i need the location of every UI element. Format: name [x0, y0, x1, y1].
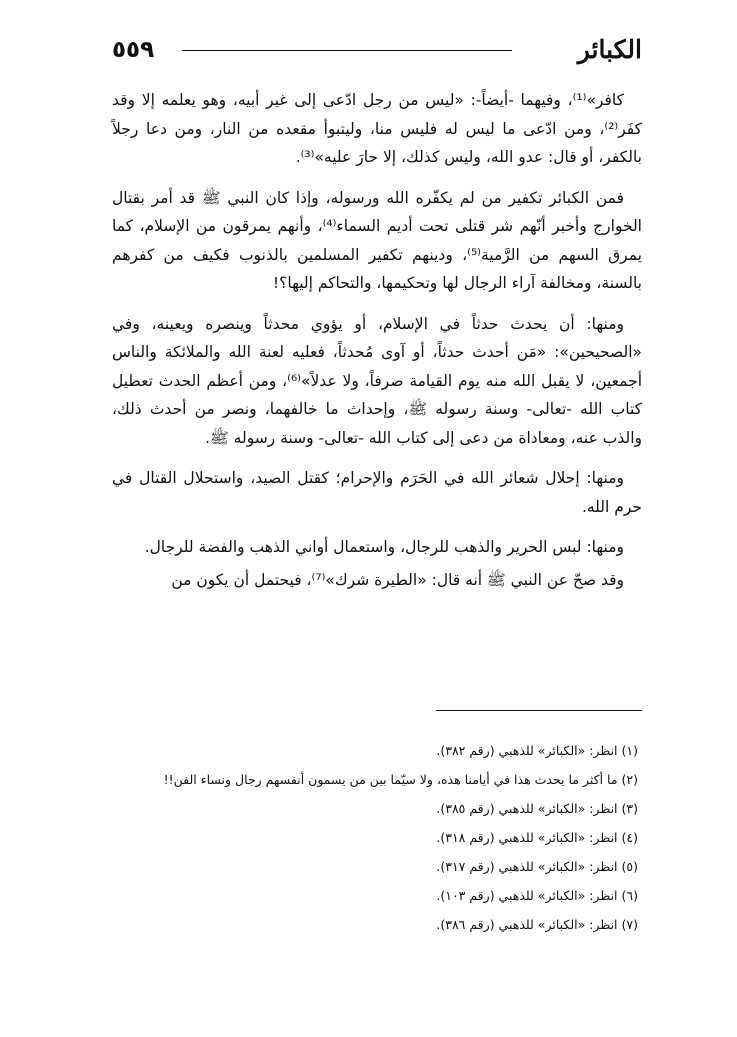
footnote-5: (٥) انظر: «الكبائر» للذهبي (رقم ٣١٧). — [436, 859, 638, 874]
footnote-7: (٧) انظر: «الكبائر» للذهبي (رقم ٣٨٦). — [436, 917, 638, 932]
paragraph: كافر»⁽¹⁾، وفيهما -أيضاً-: «ليس من رجل ادّعى إلى غير أبيه، وهو يعلمه إلا وقد كفَر⁽²⁾، ومن ادّعى ما ليس له فليس منا، وليتبوأ مقعده من النار، ومن دعا رجلاً بالكفر، أو قال: عدو الله، وليس كذلك، إلا حارَ عليه»⁽³⁾. — [112, 91, 642, 166]
paragraph: فمن الكبائر تكفير من لم يكفّره الله ورسوله، وإذا كان النبي ﷺ قد أمر بقتال الخوارج وأخبر أنّهم شر قتلى تحت أديم السماء⁽⁴⁾، وأنهم يمرقون من الإسلام، كما يمرق السهم من الرَّمية⁽⁵⁾، ودينهم تكفير المسلمين بالذنوب فكيف من كفرهم بالسنة، ومخالفة آراء الرجال لها وتحكيمها، والتحاكم إليها؟! — [112, 188, 642, 292]
footnote-1: (١) انظر: «الكبائر» للذهبي (رقم ٣٨٢). — [436, 743, 638, 758]
main-text — [112, 86, 642, 606]
header-rule — [182, 50, 512, 51]
paragraph: ومنها: أن يحدث حدثاً في الإسلام، أو يؤوي محدثاً وينصره ويعينه، وفي «الصحيحين»: «مَن أحدث حدثاً، أو آوى مُحدثاً، فعليه لعنة الله والملائكة والناس أجمعين، لا يقبل الله منه يوم القيامة صرفاً، ولا عدلاً»⁽⁶⁾، ومن أعظم الحدث تعطيل كتاب الله -تعالى- وسنة رسوله ﷺ، وإحداث ما خالفهما، ونصر من أحدث ذلك، والذب عنه، ومعاداة من دعى إلى كتاب الله -تعالى- وسنة رسوله ﷺ. — [112, 314, 643, 447]
footnote-separator — [436, 710, 642, 711]
paragraph: ومنها: لبس الحرير والذهب للرجال، واستعمال أواني الذهب والفضة للرجال. — [144, 538, 624, 556]
paragraph: ومنها: إحلال شعائر الله في الحَرَم والإحرام؛ كقتل الصيد، واستحلال القتال في حرم الله. — [112, 469, 642, 516]
page-header — [112, 30, 642, 70]
paragraph: وقد صحّ عن النبي ﷺ أنه قال: «الطيرة شرك»⁽⁷⁾، فيحتمل أن يكون من — [171, 570, 624, 589]
footnote-2: (٢) ما أكثر ما يحدث هذا في أيامنا هذه، ولا سيّما بين من يسمون أنفسهم رجال ونساء الفن!! — [163, 772, 638, 787]
footnote-4: (٤) انظر: «الكبائر» للذهبي (رقم ٣١٨). — [436, 830, 638, 845]
footnote-3: (٣) انظر: «الكبائر» للذهبي (رقم ٣٨٥). — [436, 801, 638, 816]
page-number: ٥٥٩ — [112, 37, 155, 63]
footnotes — [112, 736, 642, 939]
running-title: الكبائر — [577, 35, 642, 64]
footnote-6: (٦) انظر: «الكبائر» للذهبي (رقم ١٠٣). — [436, 888, 638, 903]
